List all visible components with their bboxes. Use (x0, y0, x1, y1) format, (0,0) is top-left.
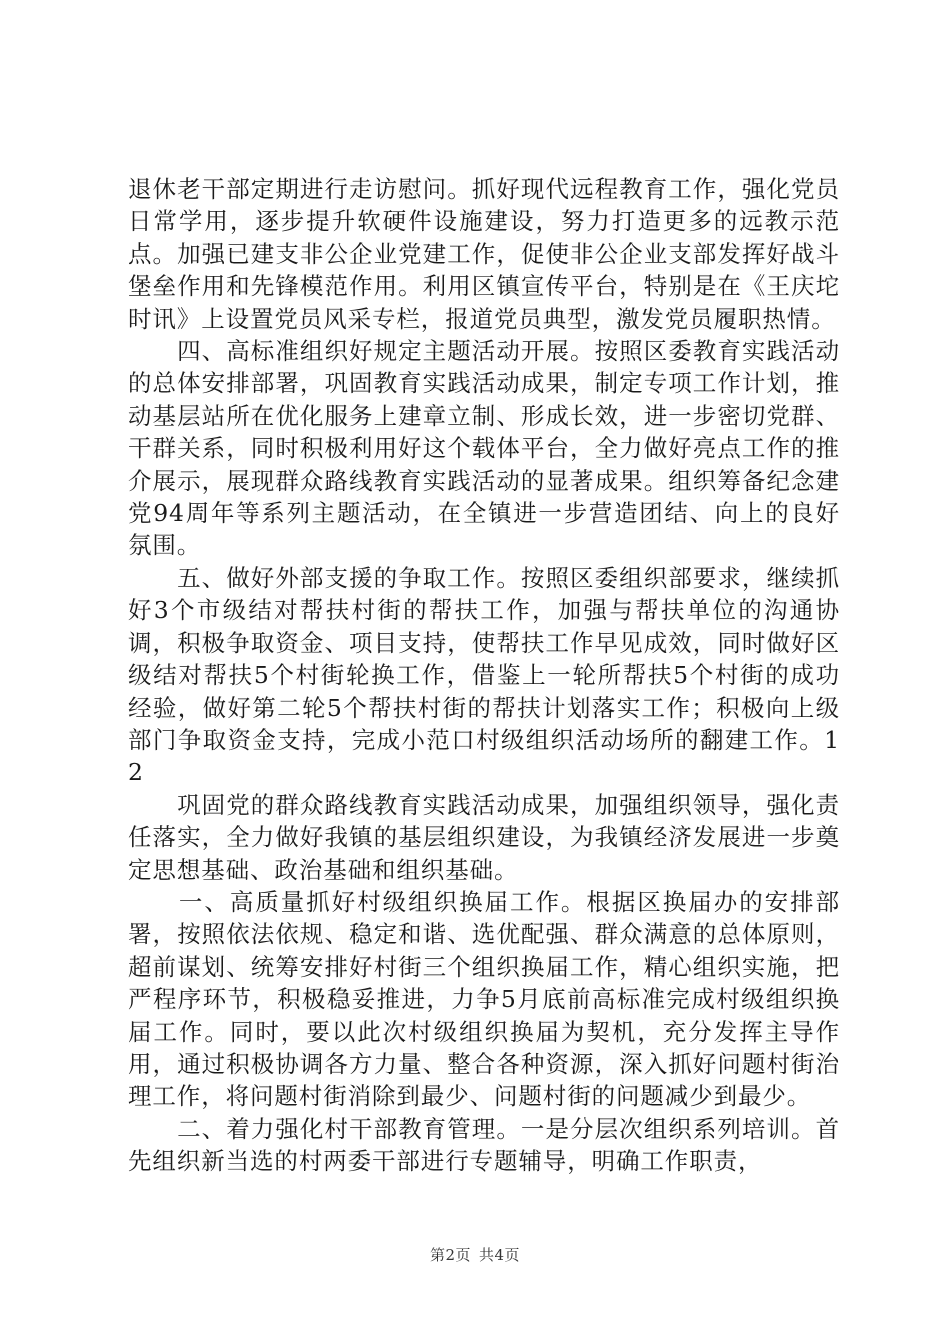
paragraph-intro: 巩固党的群众路线教育实践活动成果，加强组织领导，强化责任落实，全力做好我镇的基层组织建设，为我镇经济发展进一步奠定思想基础、政治基础和组织基础。 (128, 790, 840, 884)
paragraph-section-four: 四、高标准组织好规定主题活动开展。按照区委教育实践活动的总体安排部署，巩固教育实践活动成果，制定专项工作计划，推动基层站所在优化服务上建章立制、形成长效，进一步密切党群、干群关系，同时积极利用好这个载体平台，全力做好亮点工作的推介展示，展现群众路线教育实践活动的显著成果。组织筹备纪念建党94周年等系列主题活动，在全镇进一步营造团结、向上的良好氛围。 (128, 337, 840, 560)
paragraph-continuation: 退休老干部定期进行走访慰问。抓好现代远程教育工作，强化党员日常学用，逐步提升软硬件设施建设，努力打造更多的远教示范点。加强已建支非公企业党建工作，促使非公企业支部发挥好战斗堡垒作用和先锋模范作用。利用区镇宣传平台，特别是在《王庆坨时讯》上设置党员风采专栏，报道党员典型，激发党员履职热情。 (128, 175, 840, 333)
page-footer (0, 1244, 950, 1265)
paragraph-section-two: 二、着力强化村干部教育管理。一是分层次组织系列培训。首先组织新当选的村两委干部进行专题辅导，明确工作职责， (128, 1114, 840, 1176)
document-body (128, 173, 840, 1178)
paragraph-section-one: 一、高质量抓好村级组织换届工作。根据区换届办的安排部署，按照依法依规、稳定和谐、选优配强、群众满意的总体原则，超前谋划、统筹安排好村街三个组织换届工作，精心组织实施，把严程序环节，积极稳妥推进，力争5月底前高标准完成村级组织换届工作。同时，要以此次村级组织换届为契机，充分发挥主导作用，通过积极协调各方力量、整合各种资源，深入抓好问题村街治理工作，将问题村街消除到最少、问题村街的问题减少到最少。 (128, 887, 840, 1111)
paragraph-section-five: 五、做好外部支援的争取工作。按照区委组织部要求，继续抓好3个市级结对帮扶村街的帮扶工作，加强与帮扶单位的沟通协调，积极争取资金、项目支持，使帮扶工作早见成效，同时做好区级结对帮扶5个村街轮换工作，借鉴上一轮所帮扶5个村街的成功经验，做好第二轮5个帮扶村街的帮扶计划落实工作；积极向上级部门争取资金支持，完成小范口村级组织活动场所的翻建工作。12 (128, 563, 840, 787)
page-total: 共4页 (479, 1246, 521, 1264)
page-number: 第2页 (429, 1246, 471, 1264)
